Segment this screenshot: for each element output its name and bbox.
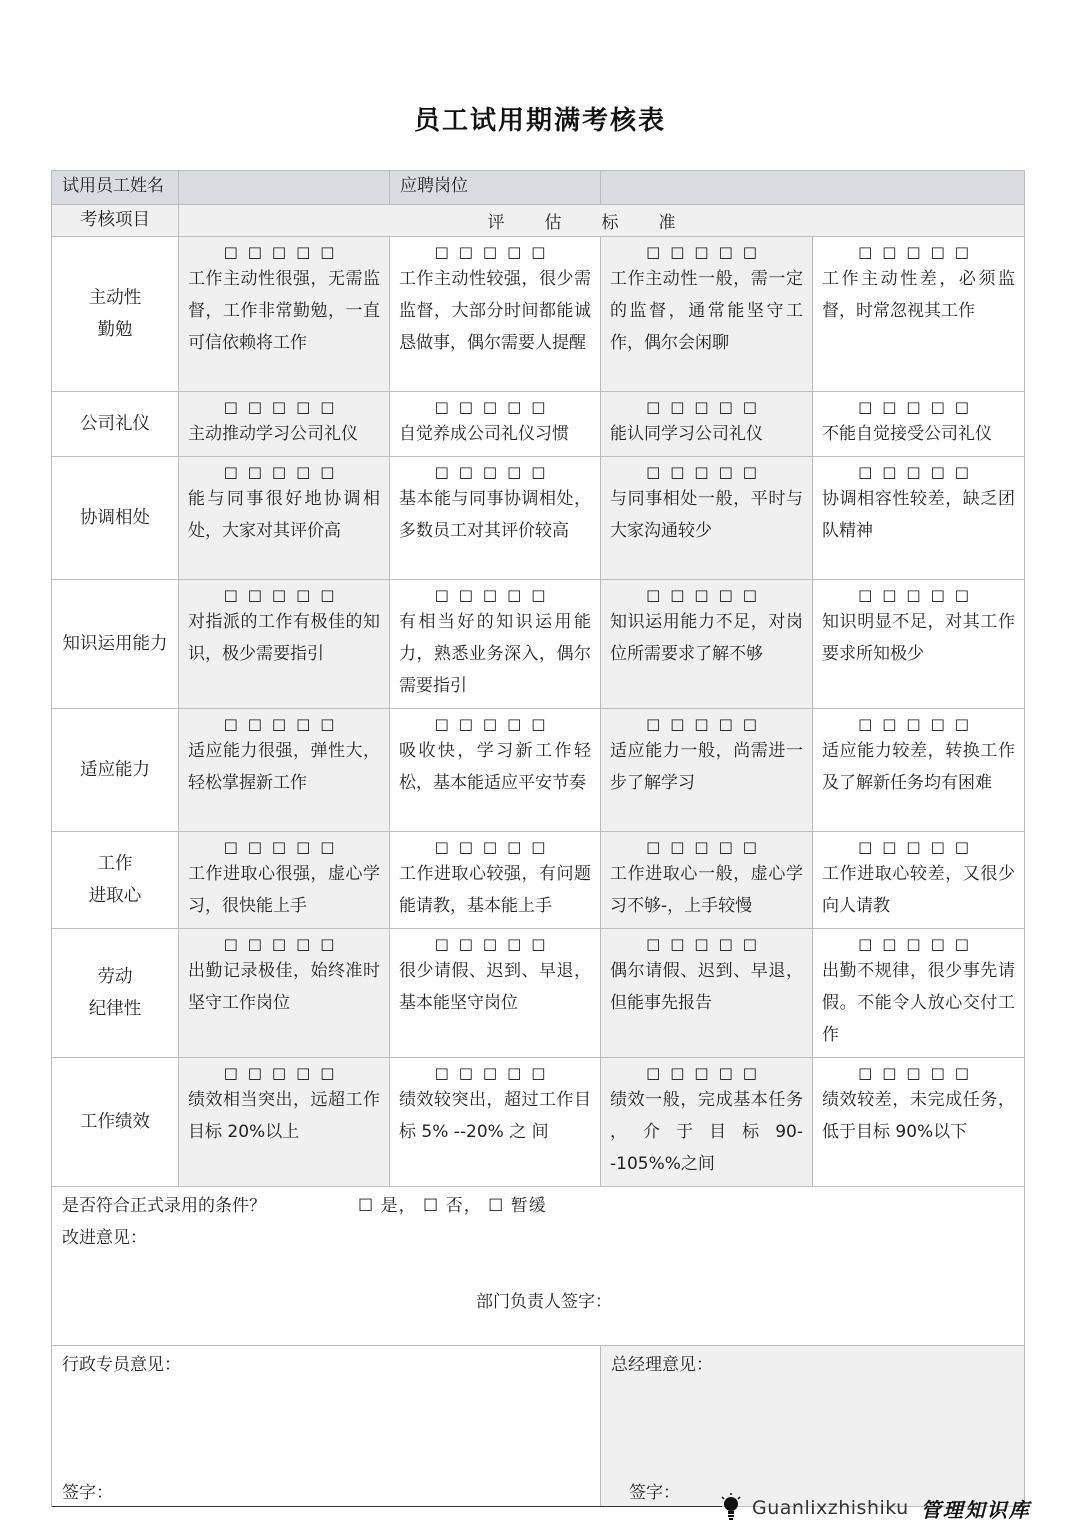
criteria-level-cell — [179, 580, 390, 709]
rating-checkboxes[interactable]: □□□□□ — [434, 715, 556, 733]
footer-divider — [52, 1506, 722, 1507]
criteria-description: 出勤不规律，很少事先请假。不能令人放心交付工作 — [822, 961, 1015, 1045]
criteria-description: 基本能与同事协调相处，多数员工对其评价较高 — [399, 489, 591, 541]
criteria-description: 能与同事很好地协调相处，大家对其评价高 — [188, 489, 380, 541]
criteria-description: 不能自觉接受公司礼仪 — [822, 424, 992, 444]
criteria-level-cell — [179, 392, 390, 457]
gm-opinion-label: 总经理意见： — [611, 1355, 713, 1375]
criteria-row — [52, 1058, 1025, 1187]
brand-english: Guanlixzhishiku — [752, 1497, 909, 1519]
rating-checkboxes[interactable]: □□□□□ — [434, 1064, 556, 1082]
admin-opinion-cell[interactable] — [52, 1346, 601, 1507]
criteria-level-cell — [813, 709, 1025, 832]
criteria-item-label: 公司礼仪 — [52, 392, 179, 457]
criteria-description: 偶尔请假、迟到、早退，但能事先报告 — [610, 961, 803, 1013]
criteria-level-cell — [813, 580, 1025, 709]
criteria-description: 知识运用能力不足，对岗位所需要求了解不够 — [610, 612, 803, 664]
criteria-description: 适应能力一般，尚需进一步了解学习 — [610, 741, 803, 793]
brand-chinese: 管理知识库 — [920, 1497, 1031, 1522]
criteria-description: 能认同学习公司礼仪 — [610, 424, 763, 444]
criteria-level-cell — [813, 1058, 1025, 1187]
employee-name-label: 试用员工姓名 — [52, 171, 179, 205]
dept-signature-label: 部门负责人签字： — [476, 1292, 612, 1312]
criteria-item-label: 主动性 勤勉 — [52, 237, 179, 392]
criteria-level-cell — [179, 929, 390, 1058]
rating-checkboxes[interactable]: □□□□□ — [223, 398, 345, 416]
criteria-level-cell — [179, 1058, 390, 1187]
criteria-level-cell — [601, 580, 813, 709]
rating-checkboxes[interactable]: □□□□□ — [223, 935, 345, 953]
criteria-description: 工作进取心很强，虚心学习，很快能上手 — [188, 864, 380, 916]
criteria-description: 对指派的工作有极佳的知识，极少需要指引 — [188, 612, 380, 664]
opinion-row — [52, 1346, 1025, 1507]
criteria-description: 与同事相处一般，平时与大家沟通较少 — [610, 489, 803, 541]
criteria-description: 绩效相当突出，远超工作目标 20%以上 — [188, 1090, 380, 1142]
criteria-level-cell — [813, 929, 1025, 1058]
criteria-description: 绩效较差，未完成任务，低于目标 90%以下 — [822, 1090, 1015, 1142]
criteria-level-cell — [601, 1058, 813, 1187]
gm-opinion-cell[interactable] — [601, 1346, 1025, 1507]
footer-brand — [720, 1488, 1031, 1528]
admin-sign-label: 签字： — [62, 1483, 113, 1503]
rating-checkboxes[interactable]: □□□□□ — [434, 243, 556, 261]
criteria-row — [52, 392, 1025, 457]
rating-checkboxes[interactable]: □□□□□ — [858, 398, 979, 416]
rating-checkboxes[interactable]: □□□□□ — [646, 398, 767, 416]
criteria-level-cell — [390, 709, 601, 832]
criteria-level-cell — [390, 457, 601, 580]
criteria-description: 工作主动性一般，需一定的监督，通常能坚守工作，偶尔会闲聊 — [610, 269, 803, 353]
criteria-level-cell — [601, 832, 813, 929]
rating-checkboxes[interactable]: □□□□□ — [646, 838, 767, 856]
decision-row — [52, 1187, 1025, 1346]
criteria-description: 吸收快，学习新工作轻松，基本能适应平安节奏 — [399, 741, 591, 793]
rating-checkboxes[interactable]: □□□□□ — [223, 243, 345, 261]
criteria-description: 工作主动性差，必须监督，时常忽视其工作 — [822, 269, 1015, 321]
rating-checkboxes[interactable]: □□□□□ — [858, 715, 979, 733]
rating-checkboxes[interactable]: □□□□□ — [434, 586, 556, 604]
hire-options[interactable]: ☐ 是， ☐ 否， ☐ 暂缓 — [358, 1196, 547, 1216]
evaluation-table — [51, 170, 1025, 1507]
criteria-description: 工作主动性很强，无需监督，工作非常勤勉，一直可信依赖将工作 — [188, 269, 380, 353]
criteria-level-cell — [601, 709, 813, 832]
criteria-row — [52, 457, 1025, 580]
admin-opinion-label: 行政专员意见： — [62, 1355, 181, 1375]
criteria-item-label: 协调相处 — [52, 457, 179, 580]
criteria-level-cell — [813, 832, 1025, 929]
criteria-description: 工作进取心一般，虚心学习不够-，上手较慢 — [610, 864, 803, 916]
criteria-level-cell — [601, 392, 813, 457]
criteria-row — [52, 929, 1025, 1058]
criteria-level-cell — [179, 237, 390, 392]
decision-cell — [52, 1187, 1025, 1346]
improvement-label: 改进意见： — [62, 1228, 147, 1248]
criteria-description: 有相当好的知识运用能力，熟悉业务深入，偶尔需要指引 — [399, 612, 591, 696]
criteria-level-cell — [390, 237, 601, 392]
hire-question: 是否符合正式录用的条件？ — [62, 1196, 266, 1216]
criteria-level-cell — [390, 929, 601, 1058]
criteria-level-cell — [601, 237, 813, 392]
criteria-description: 主动推动学习公司礼仪 — [188, 424, 358, 444]
criteria-description: 适应能力很强，弹性大，轻松掌握新工作 — [188, 741, 380, 793]
criteria-item-label: 工作 进取心 — [52, 832, 179, 929]
criteria-level-cell — [601, 457, 813, 580]
lightbulb-icon — [720, 1493, 742, 1523]
criteria-description: 协调相容性较差，缺乏团队精神 — [822, 489, 1015, 541]
criteria-row — [52, 709, 1025, 832]
rating-checkboxes[interactable]: □□□□□ — [434, 398, 556, 416]
rating-checkboxes[interactable]: □□□□□ — [646, 715, 767, 733]
page-title: 员工试用期满考核表 — [413, 106, 666, 136]
criteria-description: 出勤记录极佳，始终准时坚守工作岗位 — [188, 961, 380, 1013]
criteria-row — [52, 237, 1025, 392]
criteria-level-cell — [813, 457, 1025, 580]
rating-checkboxes[interactable]: □□□□□ — [434, 463, 556, 481]
rating-checkboxes[interactable]: □□□□□ — [646, 586, 767, 604]
rating-checkboxes[interactable]: □□□□□ — [223, 715, 345, 733]
position-label: 应聘岗位 — [390, 171, 601, 205]
rating-checkboxes[interactable]: □□□□□ — [223, 1064, 345, 1082]
rating-checkboxes[interactable]: □□□□□ — [646, 463, 767, 481]
criteria-description: 知识明显不足，对其工作要求所知极少 — [822, 612, 1015, 664]
criteria-item-label: 工作绩效 — [52, 1058, 179, 1187]
position-field[interactable] — [601, 171, 1025, 205]
employee-name-field[interactable] — [179, 171, 390, 205]
rating-checkboxes[interactable]: □□□□□ — [434, 838, 556, 856]
criteria-description: 工作进取心较差，又很少向人请教 — [822, 864, 1015, 916]
criteria-description: 工作进取心较强，有问题能请教，基本能上手 — [399, 864, 591, 916]
criteria-level-cell — [813, 392, 1025, 457]
rating-checkboxes[interactable]: □□□□□ — [223, 463, 345, 481]
rating-checkboxes[interactable]: □□□□□ — [434, 935, 556, 953]
criteria-level-cell — [390, 392, 601, 457]
criteria-level-cell — [601, 929, 813, 1058]
criteria-level-cell — [390, 832, 601, 929]
criteria-description: 自觉养成公司礼仪习惯 — [399, 424, 569, 444]
rating-checkboxes[interactable]: □□□□□ — [646, 1064, 767, 1082]
criteria-item-label: 劳动 纪律性 — [52, 929, 179, 1058]
header-row — [52, 171, 1025, 205]
rating-checkboxes[interactable]: □□□□□ — [858, 838, 979, 856]
rating-checkboxes[interactable]: □□□□□ — [223, 838, 345, 856]
criteria-row — [52, 580, 1025, 709]
criteria-item-label: 适应能力 — [52, 709, 179, 832]
criteria-description: 绩效较突出，超过工作目标 5% --20% 之 间 — [399, 1090, 591, 1142]
criteria-header-row — [52, 205, 1025, 237]
criteria-description: 很少请假、迟到、早退，基本能坚守岗位 — [399, 961, 591, 1013]
criteria-level-cell — [390, 1058, 601, 1187]
criteria-description: 工作主动性较强，很少需监督，大部分时间都能诚恳做事，偶尔需要人提醒 — [399, 269, 591, 353]
item-header: 考核项目 — [52, 205, 179, 237]
criteria-level-cell — [179, 709, 390, 832]
criteria-level-cell — [390, 580, 601, 709]
rating-checkboxes[interactable]: □□□□□ — [646, 935, 767, 953]
criteria-level-cell — [813, 237, 1025, 392]
rating-checkboxes[interactable]: □□□□□ — [858, 463, 979, 481]
gm-sign-label: 签字： — [629, 1483, 680, 1503]
criteria-item-label: 知识运用能力 — [52, 580, 179, 709]
criteria-row — [52, 832, 1025, 929]
criteria-level-cell — [179, 457, 390, 580]
rating-checkboxes[interactable]: □□□□□ — [646, 243, 767, 261]
rating-checkboxes[interactable]: □□□□□ — [223, 586, 345, 604]
rating-checkboxes[interactable]: □□□□□ — [858, 1064, 979, 1082]
rating-checkboxes[interactable]: □□□□□ — [858, 935, 979, 953]
criteria-description: 适应能力较差，转换工作及了解新任务均有困难 — [822, 741, 1015, 793]
criteria-level-cell — [179, 832, 390, 929]
rating-checkboxes[interactable]: □□□□□ — [858, 586, 979, 604]
standard-header: 评估标准 — [179, 205, 1025, 237]
rating-checkboxes[interactable]: □□□□□ — [858, 243, 979, 261]
criteria-description: 绩效一般，完成基本任务 ， 介 于 目 标 90--105%%之间 — [610, 1090, 803, 1174]
